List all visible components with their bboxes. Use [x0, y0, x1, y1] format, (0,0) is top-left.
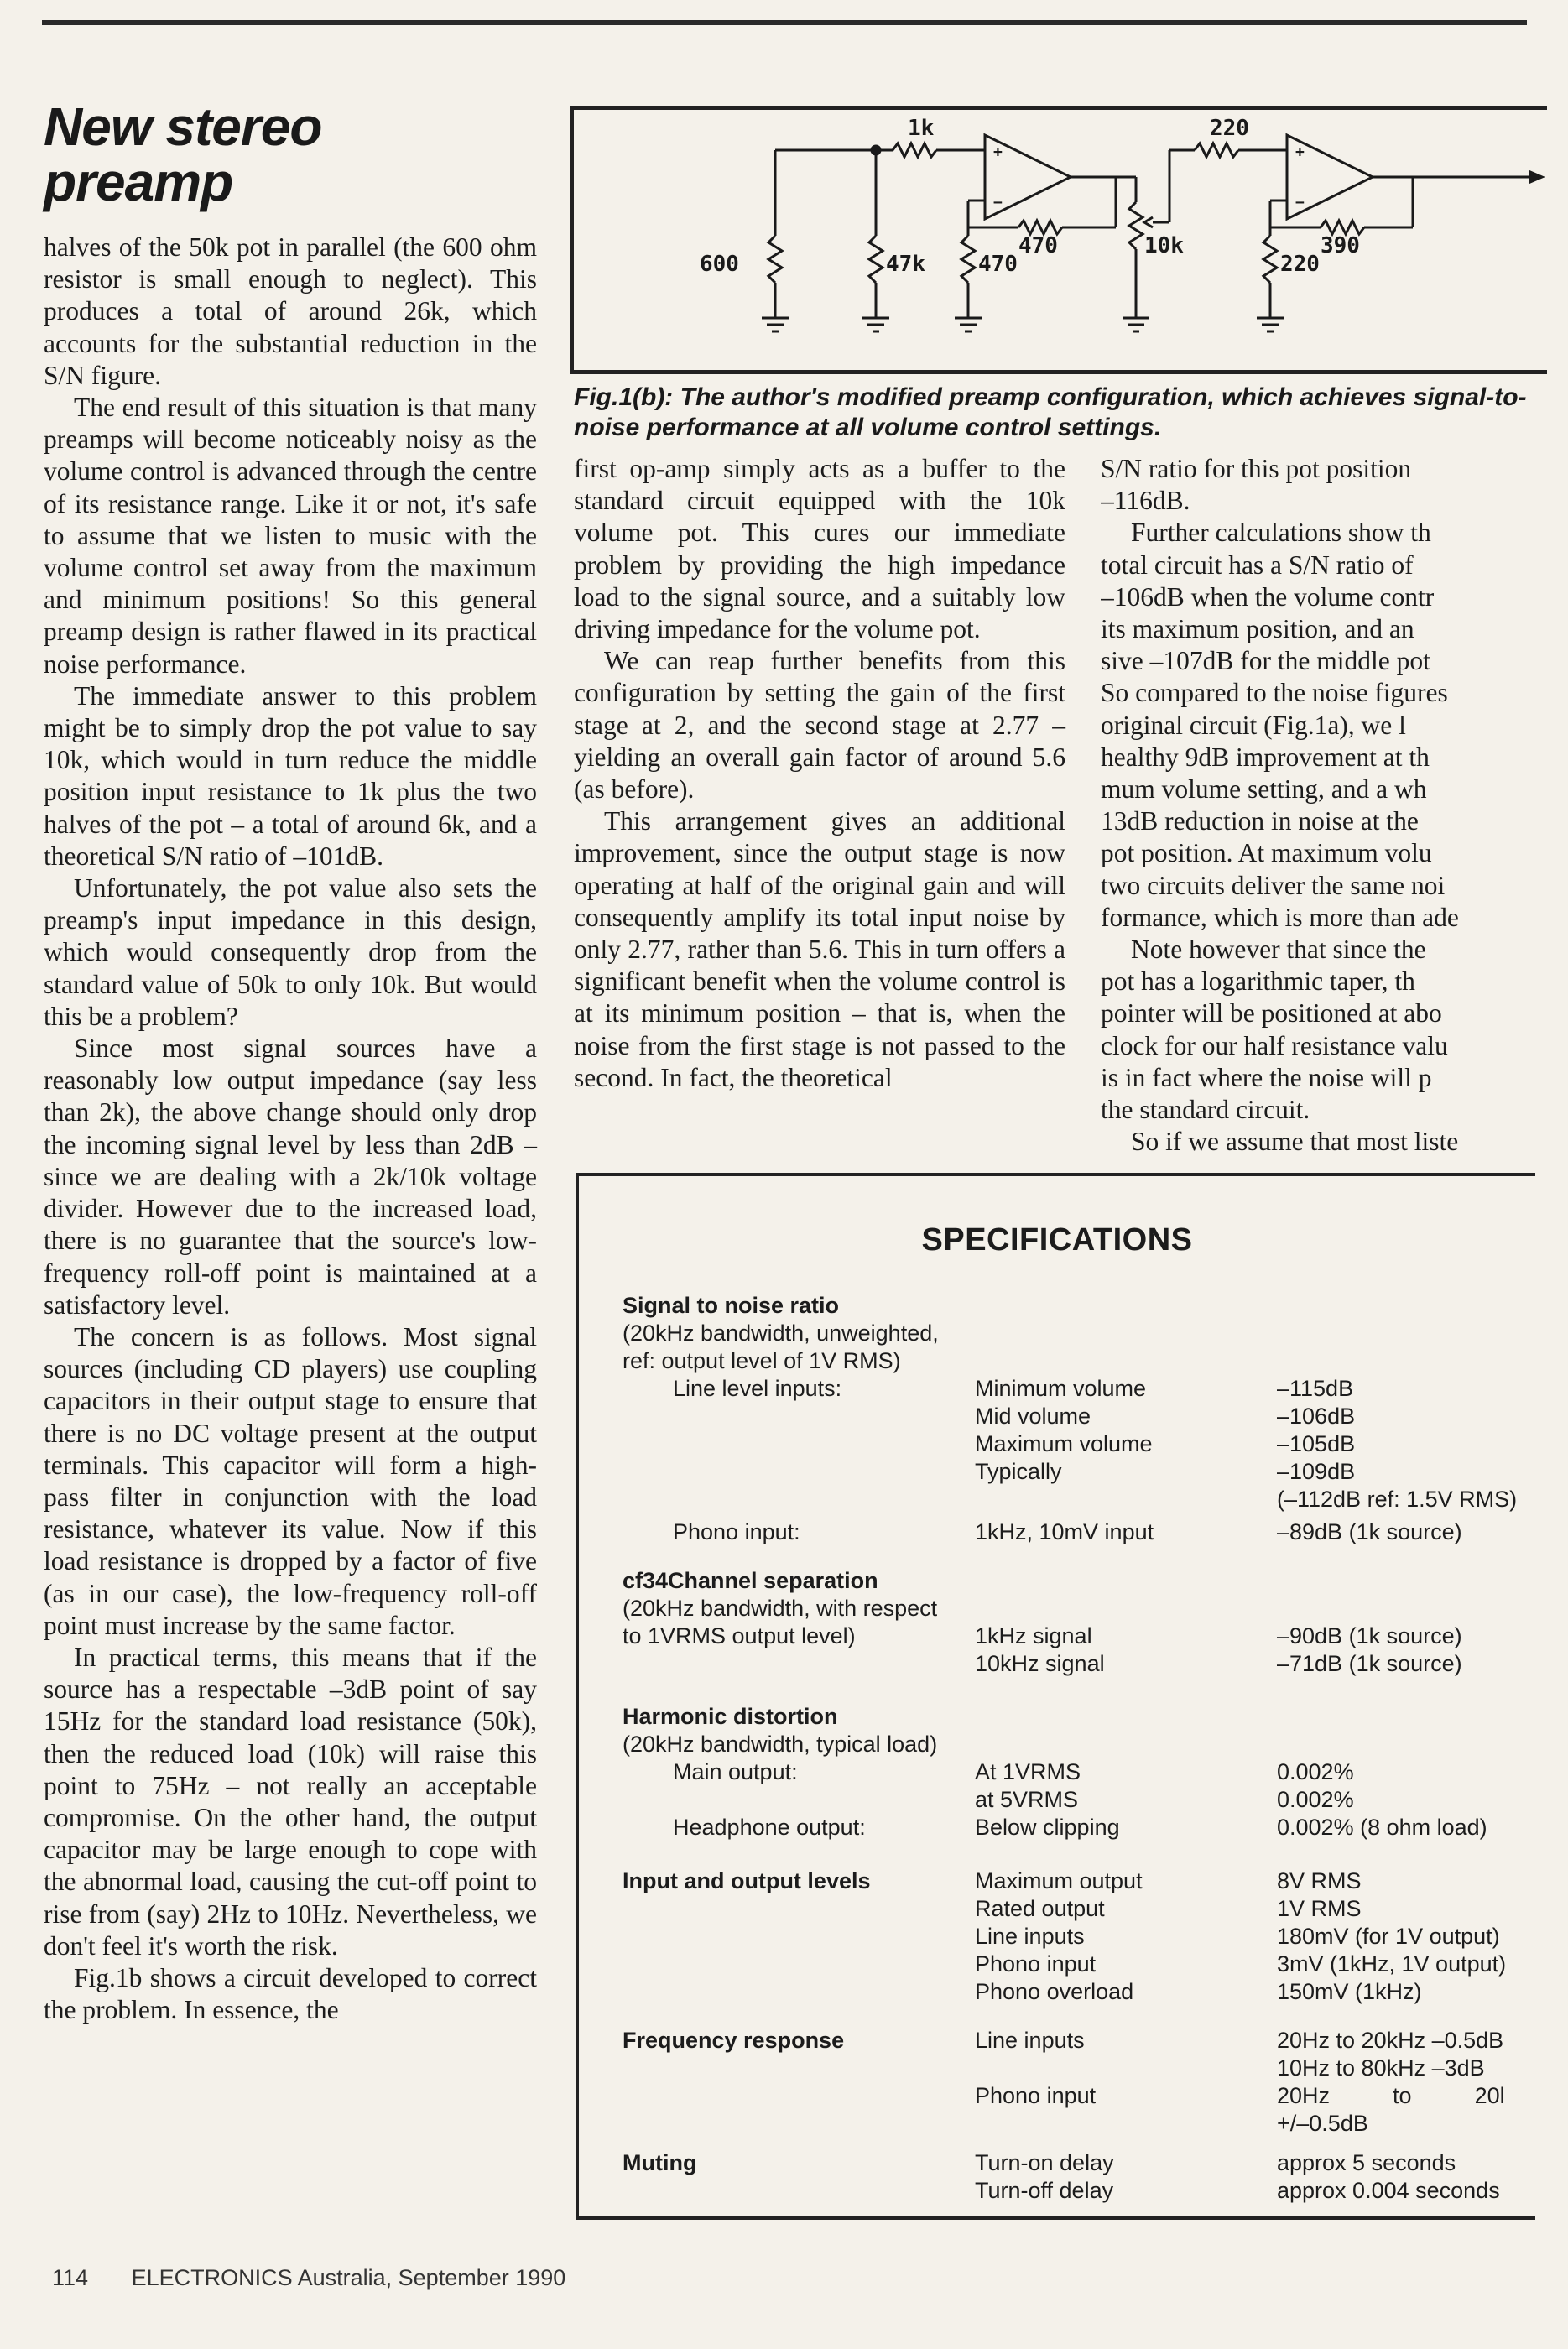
text-line: total circuit has a S/N ratio of [1101, 549, 1414, 580]
body-column-1 [44, 232, 537, 2026]
spec-param: at 5VRMS [975, 1787, 1079, 1812]
spec-param: Below clipping [975, 1815, 1120, 1840]
text-line: the standard circuit. [1101, 1095, 1310, 1125]
text-line: So if we assume that most liste [1131, 1127, 1459, 1157]
label-r-220-series: 220 [1210, 116, 1249, 141]
spec-note: (–112dB ref: 1.5V RMS) [1277, 1487, 1518, 1512]
spec-row [623, 2027, 1529, 2055]
top-rule [42, 20, 1527, 25]
spec-frequency-section [623, 2027, 1529, 2138]
label-r-470-ground: 470 [978, 252, 1018, 277]
spec-param: At 1VRMS [975, 1759, 1081, 1784]
figure-caption: Fig.1(b): The author's modified preamp configuration, which achieves signal-to-noise performance at all volume control settings. [574, 383, 1527, 441]
text-line: 13dB reduction in noise at the [1101, 806, 1419, 836]
spec-param: Maximum output [975, 1868, 1143, 1893]
svg-text:+: + [1295, 143, 1305, 161]
specifications-box [576, 1173, 1535, 2220]
text-line: –116dB. [1101, 486, 1190, 516]
label-r-600: 600 [700, 252, 739, 277]
spec-row [623, 2149, 1529, 2177]
text-line: –106dB when the volume contr [1101, 581, 1435, 612]
spec-value: –106dB [1277, 1404, 1356, 1429]
spec-value: 180mV (for 1V output) [1277, 1924, 1500, 1949]
spec-row [623, 1895, 1529, 1923]
spec-row [623, 1403, 1529, 1430]
paragraph: The immediate answer to this problem might be to simply drop the pot value to say 10k, which would in turn reduce the middle position input resistance to 1k plus the two halves of the pot – a total of around 6k, and a theoretical S/N ratio of –101dB. [44, 680, 537, 871]
spec-row [623, 1375, 1529, 1403]
paragraph: This arrangement gives an additional improvement, since the output stage is now operating at half of the original gain and will consequently amplify its total input noise by only 2.77, rather than 5.6. This in turn offers a significant benefit when the volume control is at its minimum position – that is, when the noise from the first stage is not passed to the second. In fact, the theoretical [574, 806, 1065, 1092]
spec-value: –90dB (1k source) [1277, 1623, 1462, 1648]
spec-subheading: (20kHz bandwidth, unweighted, [623, 1320, 939, 1346]
spec-value: 3mV (1kHz, 1V output) [1277, 1951, 1507, 1977]
spec-subheading: (20kHz bandwidth, typical load) [623, 1732, 938, 1757]
spec-row [623, 1758, 1529, 1786]
spec-row [623, 1978, 1529, 2006]
spec-param: Line inputs [975, 2028, 1085, 2053]
text-line: Further calculations show th [1131, 518, 1431, 548]
spec-row [623, 1814, 1529, 1841]
spec-row [623, 1951, 1529, 1978]
paragraph: In practical terms, this means that if the source has a respectable –3dB point of say 15Hz for the standard load resistance (50k), then the reduced load (10k) will raise this point to 75Hz – not really an acceptable compromise. On the other hand, the output capacitor may be large enough to cope with the abnormal load, causing the cut-off point to rise from (say) 2Hz to 10Hz. Nevertheless, we don't feel it's worth the risk. [44, 1642, 537, 1961]
paragraph: Since most signal sources have a reasonably low output impedance (say less than 2k), the above change should only drop the incoming signal level by less than 2dB – since we are dealing with a 2k/10k voltage divider. However due to the increased load, there is no guarantee that the source's low-frequency roll-off point is maintained at a satisfactory level. [44, 1034, 537, 1320]
spec-snr-section [623, 1292, 1529, 1546]
label-r-390: 390 [1321, 233, 1360, 258]
spec-row [623, 1867, 1529, 1895]
spec-value: 20Hz to 20l [1277, 2083, 1505, 2108]
spec-value: 1V RMS [1277, 1896, 1362, 1921]
spec-param: Mid volume [975, 1404, 1091, 1429]
spec-value: 0.002% (8 ohm load) [1277, 1815, 1487, 1840]
spec-heading: Signal to noise ratio [623, 1293, 840, 1318]
spec-row [623, 1430, 1529, 1458]
text-line: sive –107dB for the middle pot [1101, 646, 1430, 676]
spec-label: Headphone output: [673, 1815, 866, 1840]
spec-row [623, 1622, 1529, 1650]
spec-value: –115dB [1277, 1376, 1354, 1401]
spec-muting-section [623, 2149, 1529, 2205]
text-line: pot position. At maximum volu [1101, 838, 1432, 868]
article-headline: New stereo preamp [44, 96, 322, 212]
text-line: So compared to the noise figures [1101, 678, 1448, 708]
svg-text:−: − [993, 194, 1003, 211]
spec-row [623, 1458, 1529, 1486]
text-line: pointer will be positioned at abo [1101, 998, 1442, 1029]
label-r-47k: 47k [886, 252, 925, 277]
spec-row [623, 2082, 1529, 2110]
spec-row [623, 1786, 1529, 1814]
text-line: two circuits deliver the same noi [1101, 870, 1446, 900]
spec-value: 0.002% [1277, 1759, 1354, 1784]
spec-value: +/–0.5dB [1277, 2111, 1368, 2136]
spec-param: Turn-off delay [975, 2178, 1114, 2203]
circuit-diagram [574, 110, 1547, 362]
text-line: formance, which is more than ade [1101, 902, 1459, 932]
schematic-figure [570, 106, 1547, 374]
text-line: is in fact where the noise will p [1101, 1062, 1432, 1092]
text-line: clock for our half resistance valu [1101, 1030, 1448, 1060]
spec-row [623, 2177, 1529, 2205]
svg-text:−: − [1295, 194, 1305, 211]
spec-heading: Harmonic distortion [623, 1704, 838, 1729]
paragraph: Unfortunately, the pot value also sets the preamp's input impedance in this design, which would consequently drop from the standard value of 50k to only 10k. But would this be a problem? [44, 873, 537, 1031]
spec-value: –71dB (1k source) [1277, 1651, 1462, 1676]
text-line: pot has a logarithmic taper, th [1101, 966, 1415, 997]
spec-distortion-section [623, 1703, 1529, 1841]
spec-heading: Input and output levels [623, 1868, 871, 1893]
spec-heading: cf34Channel separation [623, 1568, 878, 1593]
paragraph: The concern is as follows. Most signal sources (including CD players) use coupling capacitors in their output stage to ensure that there is no DC voltage present at the output terminals. This capacitor will form a high-pass filter in conjunction with the load resistance, whatever its value. Now if this load resistance is dropped by a factor of five (as in our case), the low-frequency roll-off point must increase by the same factor. [44, 1321, 537, 1640]
spec-value: –109dB [1277, 1459, 1356, 1484]
publication-line: ELECTRONICS Australia, September 1990 [131, 2265, 566, 2290]
text-line: S/N ratio for this pot position [1101, 454, 1412, 483]
spec-param: Typically [975, 1459, 1062, 1484]
label-r-470-feedback: 470 [1018, 233, 1058, 258]
specifications-title: SPECIFICATIONS [921, 1222, 1193, 1258]
spec-param: Line inputs [975, 1924, 1085, 1949]
spec-param: Rated output [975, 1896, 1105, 1921]
text-line: Note however that since the [1131, 935, 1426, 965]
spec-subheading: (20kHz bandwidth, with respect [623, 1596, 938, 1621]
text-line: its maximum position, and an [1101, 614, 1414, 644]
spec-param: Minimum volume [975, 1376, 1147, 1401]
label-r-220-ground: 220 [1280, 252, 1320, 277]
spec-separation-section [623, 1567, 1529, 1678]
spec-param: Phono input [975, 2083, 1097, 2108]
text-line: healthy 9dB improvement at th [1101, 742, 1430, 772]
spec-value: 0.002% [1277, 1787, 1354, 1812]
spec-label: Main output: [673, 1759, 798, 1784]
spec-param: 10kHz signal [975, 1651, 1105, 1676]
paragraph: The end result of this situation is that many preamps will become noticeably noisy as the volume control is advanced through the centre of its resistance range. Like it or not, it's safe to assume that we listen to music with the volume control set away from the maximum and minimum positions! So this general preamp design is rather flawed in its practical noise performance. [44, 393, 537, 679]
spec-value: 150mV (1kHz) [1277, 1979, 1422, 2004]
spec-label: Line level inputs: [673, 1376, 842, 1401]
spec-row [623, 1650, 1529, 1678]
spec-param: 1kHz signal [975, 1623, 1092, 1648]
body-column-2 [574, 453, 1065, 1094]
spec-row [623, 1923, 1529, 1951]
spec-row [623, 1518, 1529, 1546]
svg-text:+: + [993, 143, 1003, 161]
page-number: 114 [52, 2265, 89, 2290]
spec-value: 10Hz to 80kHz –3dB [1277, 2055, 1485, 2081]
spec-param: 1kHz, 10mV input [975, 1519, 1154, 1544]
spec-subheading: to 1VRMS output level) [623, 1623, 856, 1648]
text-line: original circuit (Fig.1a), we l [1101, 710, 1406, 740]
spec-row [623, 1486, 1529, 1513]
spec-value: 8V RMS [1277, 1868, 1362, 1893]
spec-label: Phono input: [673, 1519, 800, 1544]
spec-levels-section [623, 1867, 1529, 2006]
label-pot-10k: 10k [1144, 233, 1184, 258]
spec-value: approx 5 seconds [1277, 2150, 1456, 2175]
spec-row [623, 2110, 1529, 2138]
spec-value: 20Hz to 20kHz –0.5dB [1277, 2028, 1504, 2053]
label-r-1k: 1k [908, 116, 935, 141]
spec-row [623, 2055, 1529, 2082]
spec-param: Maximum volume [975, 1431, 1153, 1456]
body-column-3 [1101, 453, 1537, 1158]
spec-param: Phono overload [975, 1979, 1134, 2004]
paragraph: first op-amp simply acts as a buffer to the standard circuit equipped with the 10k volume pot. This cures our immediate problem by providing the high impedance load to the signal source, and a suitably low driving impedance for the volume pot. [574, 454, 1065, 644]
spec-heading: Muting [623, 2150, 697, 2175]
paragraph: We can reap further benefits from this configuration by setting the gain of the first stage at 2, and the second stage at 2.77 – yielding an overall gain factor of around 5.6 (as before). [574, 646, 1065, 805]
spec-value: –89dB (1k source) [1277, 1519, 1462, 1544]
spec-param: Turn-on delay [975, 2150, 1114, 2175]
spec-value: –105dB [1277, 1431, 1356, 1456]
text-line: mum volume setting, and a wh [1101, 774, 1427, 805]
spec-heading: Frequency response [623, 2028, 845, 2053]
spec-value: approx 0.004 seconds [1277, 2178, 1500, 2203]
spec-subheading: ref: output level of 1V RMS) [623, 1348, 901, 1373]
paragraph: Fig.1b shows a circuit developed to correct the problem. In essence, the [44, 1962, 537, 2025]
paragraph: halves of the 50k pot in parallel (the 600 ohm resistor is small enough to neglect). This produces a total of around 26k, which accounts for the substantial reduction in the S/N figure. [44, 232, 537, 390]
page-footer [52, 2265, 602, 2291]
spec-param: Phono input [975, 1951, 1097, 1977]
